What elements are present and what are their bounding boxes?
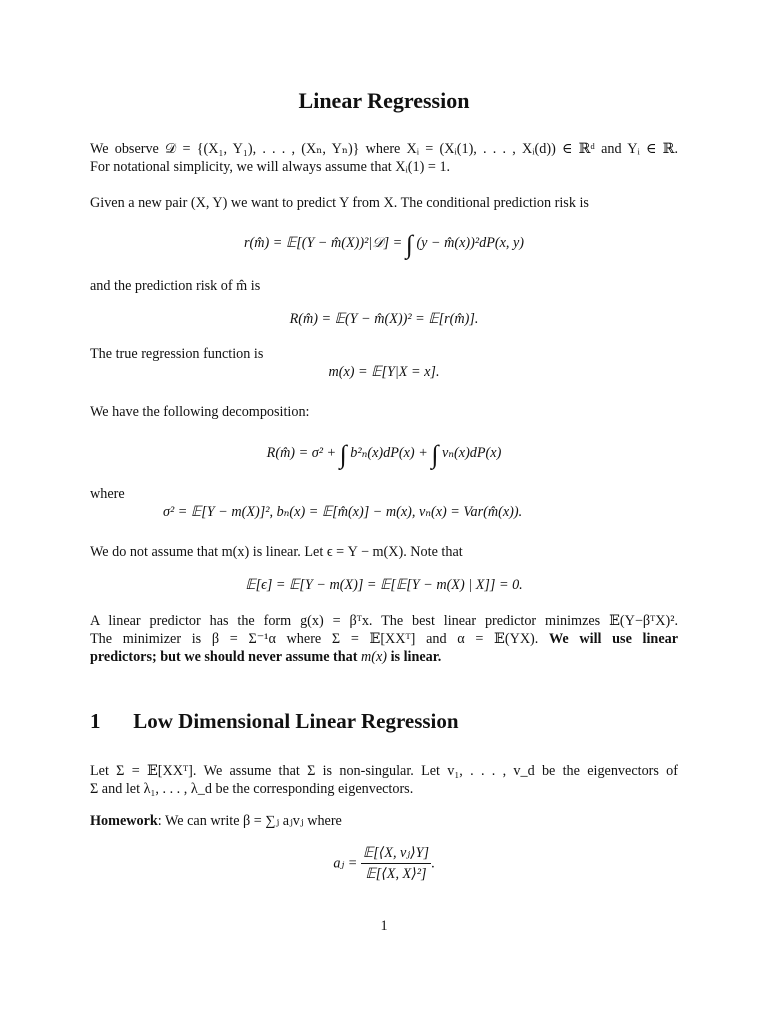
paragraph-where (90, 485, 678, 503)
equation-part: aⱼ = (333, 855, 358, 872)
paragraph-homework (90, 812, 678, 830)
paragraph-decomposition (90, 403, 678, 421)
paragraph-observations (90, 140, 678, 176)
paragraph-line: We have the following decomposition: (90, 404, 310, 420)
paragraph-prediction-risk-intro (90, 194, 678, 212)
paragraph-linear-predictor (90, 612, 678, 666)
equation-expectation-epsilon (90, 576, 678, 594)
line-text: The minimizer is β = Σ⁻¹α where Σ = 𝔼[XXᵀ] and α = 𝔼(YX). (90, 631, 539, 647)
integral-symbol: ∫ (431, 440, 439, 469)
paragraph-not-linear (90, 543, 678, 561)
integral-symbol: ∫ (405, 230, 413, 259)
section-heading (90, 708, 459, 734)
fraction-numerator: 𝔼[⟨X, vⱼ⟩Y] (361, 844, 431, 864)
equation-part: . (431, 855, 435, 872)
paragraph-true-regression (90, 345, 678, 363)
paragraph-line: For notational simplicity, we will always assume that Xᵢ(1) = 1. (90, 159, 451, 175)
paragraph-line: and the prediction risk of m̂ is (90, 278, 261, 294)
equation-decomposition (90, 440, 678, 469)
paragraph-prediction-risk (90, 277, 678, 295)
equation-regression-function (90, 363, 678, 381)
paragraph-line (90, 648, 678, 666)
equation-part: m(x) = 𝔼[Y|X = x]. (328, 364, 440, 380)
paragraph-eigenvectors (90, 762, 678, 798)
paragraph-line: Given a new pair (X, Y) we want to predict Y from X. The conditional prediction risk is (90, 195, 589, 211)
paragraph-line: We observe 𝒟 = {(X₁, Y₁), . . . , (Xₙ, Yₙ)} where Xᵢ = (Xᵢ(1), . . . , Xᵢ(d)) ∈ ℝᵈ and Yᵢ ∈ ℝ. (90, 141, 678, 157)
bold-statement: We will use linear (549, 631, 679, 647)
fraction (361, 844, 431, 883)
equation-conditional-risk (90, 230, 678, 259)
section-number: 1 (90, 709, 101, 733)
paragraph-line (90, 812, 678, 830)
equation-part: (y − m̂(x))²dP(x, y) (416, 235, 525, 251)
page-number: 1 (380, 918, 388, 934)
equation-prediction-risk (90, 310, 678, 328)
equation-part: r(m̂) = 𝔼[(Y − m̂(X))²|𝒟] = (243, 235, 403, 251)
paragraph-line: Let Σ = 𝔼[XXᵀ]. We assume that Σ is non-singular. Let v₁, . . . , v_d be the eigenvectors of (90, 763, 678, 779)
integral-symbol: ∫ (339, 440, 347, 469)
inline-math: m(x) (361, 649, 388, 665)
bold-statement: is linear. (390, 649, 442, 665)
equation-part: 𝔼[ϵ] = 𝔼[Y − m(X)] = 𝔼[𝔼[Y − m(X) | X]] = 0. (245, 577, 523, 593)
equation-coefficients (90, 844, 678, 883)
equation-part: σ² = 𝔼[Y − m(X)]², bₙ(x) = 𝔼[m̂(x)] − m(x), vₙ(x) = Var(m̂(x)). (163, 504, 523, 520)
paragraph-line: where (90, 486, 125, 502)
paragraph-line: Σ and let λ₁, . . . , λ_d be the corresponding eigenvectors. (90, 781, 414, 797)
fraction-denominator: 𝔼[⟨X, X⟩²] (365, 866, 427, 882)
paragraph-line: We do not assume that m(x) is linear. Let ϵ = Y − m(X). Note that (90, 544, 463, 560)
paragraph-line: A linear predictor has the form g(x) = βᵀx. The best linear predictor minimzes 𝔼(Y−βᵀX)². (90, 613, 678, 629)
section-title: Low Dimensional Linear Regression (133, 709, 459, 733)
equation-part: R(m̂) = σ² + (266, 445, 337, 461)
equation-part: b²ₙ(x)dP(x) + (350, 445, 428, 461)
equation-definitions (163, 503, 751, 521)
homework-label: Homework (90, 813, 158, 829)
equation-part: R(m̂) = 𝔼(Y − m̂(X))² = 𝔼[r(m̂)]. (289, 311, 479, 327)
equation-part: vₙ(x)dP(x) (442, 445, 502, 461)
paragraph-line: The true regression function is (90, 346, 264, 362)
paragraph-line (90, 630, 678, 648)
page-title: Linear Regression (298, 88, 470, 113)
line-text: : We can write β = ∑ⱼ aⱼvⱼ where (157, 813, 342, 829)
bold-statement: predictors; but we should never assume that (90, 649, 358, 665)
